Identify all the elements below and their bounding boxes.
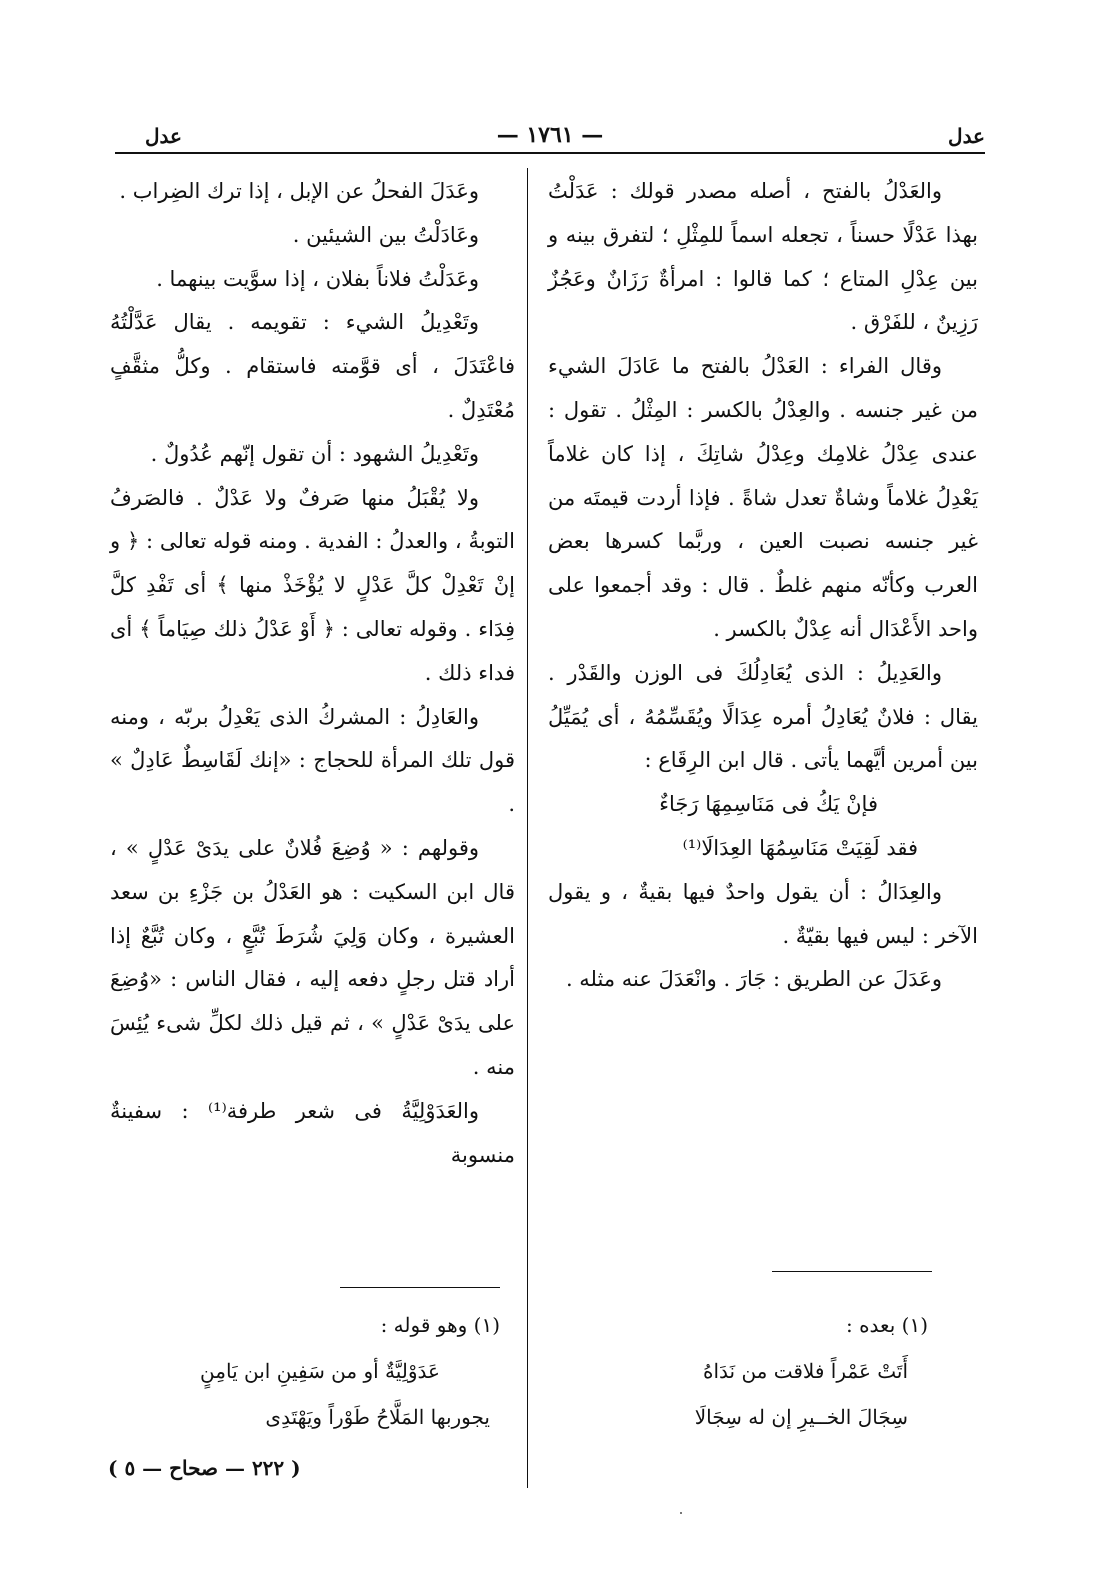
paragraph: وقال الفراء : العَدْلُ بالفتح ما عَادَلَ الشيء من غير جنسه . والعِدْلُ بالكسر : المِثْلُ . تقول : عندى عِدْلُ غلامِك وعِدْلُ شاتِكَ ، إذا كان غلاماً يَعْدِلُ غلاماً وشاةٌ تعدل شاةً . فإذا أردت قيمتَه من غير جنسه نصبت العين ، وربَّما كسرها بعض العرب وكأنّه منهم غلطٌ . قال : وقد أجمعوا على واحد الأَعْدَال أنه عِدْلٌ بالكسر . <box>548 354 978 641</box>
headword-left: عدل <box>145 124 182 148</box>
footnote-left <box>110 1302 500 1440</box>
footnote-verse-line: أَتَتْ عَمْراً فلاقت من نَدَاهُ <box>702 1359 908 1383</box>
paragraph: والعَدَوْلِيَّةُ فى شعر طرفة⁽¹⁾ : سفينةٌ منسوبة <box>110 1098 515 1167</box>
footnote-rule <box>340 1287 500 1288</box>
paragraph: والعَدِيلُ : الذى يُعَادِلُكَ فى الوزن والقَدْر . يقال : فلانٌ يُعَادِلُ أمره عِدَالًا ويُقَسِّمُهُ ، أى يُمَيِّلُ بين أمرين أيَّهما يأتى . قال ابن الرِقَاع : <box>548 660 978 773</box>
paragraph: والعَدْلُ بالفتح ، أصله مصدر قولك : عَدَلْتُ بهذا عَدْلًا حسناً ، تجعله اسماً للمِثْلِ ؛ لتفرق بينه و بين عِدْلِ المتاع ؛ كما قالوا : امرأةٌ رَزَانٌ وعَجُزٌ رَزِينٌ ، للفَرْق . <box>548 179 978 335</box>
page-number: — ١٧٦١ — <box>496 122 604 148</box>
header-rule <box>115 152 985 154</box>
column-divider <box>527 168 528 1488</box>
footnote-verse-line: عَدَوْلِيَّةٌ أو من سَفِينِ ابن يَامِنٍ <box>200 1359 440 1383</box>
footnote-intro: (١) وهو قوله : <box>380 1313 500 1337</box>
paragraph: والعَادِلُ : المشركُ الذى يَعْدِلُ بربّه ، ومنه قول تلك المرأة للحجاج : «إنك لَقَاسِطٌ عَادِلٌ » . <box>110 704 515 817</box>
footnote-right <box>548 1302 928 1440</box>
right-column <box>548 170 978 1002</box>
paragraph: وعَدَلَ الفحلُ عن الإبل ، إذا ترك الضِراب . <box>119 179 479 203</box>
paragraph: والعِدَالُ : أن يقول واحدٌ فيها بقيةٌ ، و يقول الآخر : ليس فيها بقيّةٌ . <box>548 879 978 948</box>
paragraph: وتَعْدِيلُ الشيء : تقويمه . يقال عَدَّلْتُهُ فاعْتَدَلَ ، أى قوَّمته فاستقام . وكلُّ مثقَّفٍ مُعْتَدِلٌ . <box>110 310 515 422</box>
footnote-rule <box>772 1271 932 1272</box>
footnote-verse-line: يجوربها المَلَّاحُ طَوْراً ويَهْتَدِى <box>265 1405 490 1429</box>
paragraph: ولا يُقْبَلُ منها صَرفٌ ولا عَدْلٌ . فالصَرفُ التوبةُ ، والعدلُ : الفدية . ومنه قوله تعالى : ﴿ و إنْ تَعْدِلْ كلَّ عَدْلٍ لا يُؤْخَذْ منها ﴾ أى تَفْدِ كلَّ فِدَاء . وقوله تعالى : ﴿ أَوْ عَدْلُ ذلك صِيَاماً ﴾ أى فداء ذلك . <box>110 485 515 685</box>
verse-line: فقد لَقِيَتْ مَنَاسِمُهَا العِدَالَا⁽¹⁾ <box>682 835 918 860</box>
signature-mark: ( ٢٢٢ — صحاح — ٥ ) <box>108 1456 301 1480</box>
headword-right: عدل <box>948 124 985 148</box>
paragraph: وقولهم : « وُضِعَ فُلانٌ على يدَىْ عَدْلٍ » ، قال ابن السكيت : هو العَدْلُ بن جَزْءِ بن سعد العشيرة ، وكان وَلِيَ شُرَطَ تُبَّعٍ ، وكان تُبَّعٌ إذا أراد قتل رجلٍ دفعه إليه ، فقال الناس : «وُضِعَ على يدَىْ عَدْلٍ » ، ثم قيل ذلك لكلِّ شىء يُئِسَ منه . <box>110 835 515 1079</box>
speck <box>680 1512 682 1514</box>
paragraph: وعَادَلْتُ بين الشيئين . <box>292 222 479 247</box>
paragraph: وتَعْدِيلُ الشهود : أن تقول إنّهم عُدُولٌ . <box>150 441 479 466</box>
left-column <box>110 170 515 1177</box>
paragraph: وعَدَلْتُ فلاناً بفلان ، إذا سوَّيت بينهما . <box>156 266 479 291</box>
footnote-intro: (١) بعده : <box>845 1313 928 1337</box>
verse-line: فإنْ يَكُ فى مَنَاسِمِهَا رَجَاءٌ <box>659 792 878 817</box>
footnote-verse-line: سِجَالَ الخــيرِ إن له سِجَالَا <box>694 1405 908 1429</box>
paragraph: وعَدَلَ عن الطريق : جَارَ . وانْعَدَلَ عنه مثله . <box>565 967 942 992</box>
